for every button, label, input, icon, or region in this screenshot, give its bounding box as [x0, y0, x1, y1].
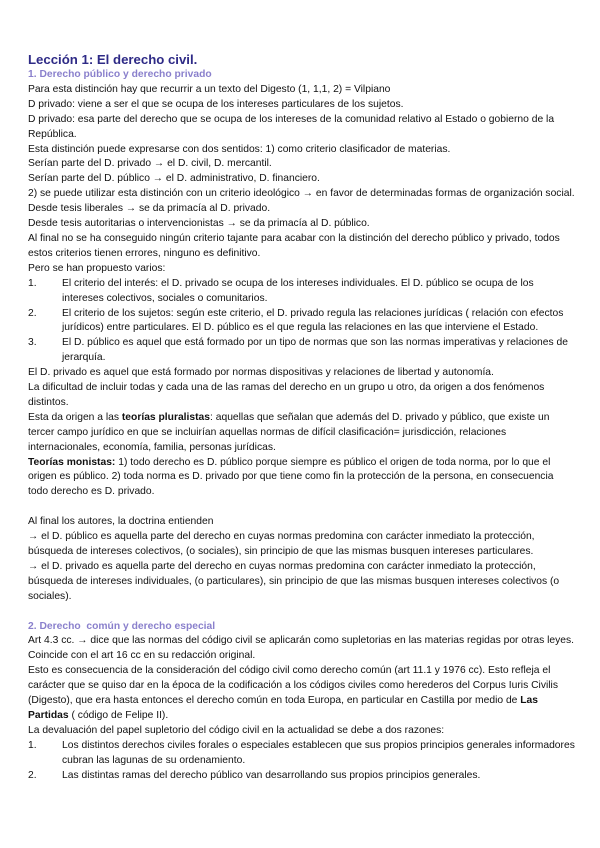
list-number: 3.	[28, 337, 37, 349]
list-number: 1.	[28, 739, 37, 751]
paragraph: La dificultad de incluir todas y cada una de las ramas del derecho en un grupo u otro, da origen a dos fenómenos distintos.	[28, 382, 545, 408]
paragraph: → el D. público es aquella parte del derecho en cuyas normas predomina con carácter inmediato la protección, búsqueda de intereses colectivos, (o sociales), sin principio de que las mismas busquen intereses particulares.	[28, 531, 535, 557]
list-item	[28, 336, 576, 366]
paragraph: El D. privado es aquel que está formado por normas dispositivas y relaciones de libertad y autonomía.	[28, 367, 494, 379]
list-text: El criterio de los sujetos: según este criterio, el D. privado regula las relaciones jurídicas ( relación con efectos jurídicos) entre particulares. El D. público es el que regula las relaciones en las que interviene el Estado.	[62, 307, 564, 334]
paragraph: Serían parte del D. público → el D. administrativo, D. financiero.	[28, 173, 320, 185]
paragraph-monistas	[28, 456, 576, 501]
paragraph: → el D. privado es aquella parte del derecho en cuyas normas predomina con carácter inmediato la protección, búsqueda de intereses individuales, (o particulares), sin principio de que las mismas busquen intereses colectivos (o sociales).	[28, 560, 560, 602]
list-text: El criterio del interés: el D. privado se ocupa de los intereses individuales. El D. público se ocupa de los intereses colectivos, sociales o comunitarios.	[62, 277, 534, 304]
paragraph: Esta distinción puede expresarse con dos sentidos: 1) como criterio clasificador de materias.	[28, 143, 451, 155]
paragraph: 2) se puede utilizar esta distinción con un criterio ideológico → en favor de determinadas formas de organización social. Desde tesis liberales → se da primacía al D. privado.	[28, 188, 575, 215]
document-page	[28, 52, 576, 783]
paragraph: D privado: esa parte del derecho que se ocupa de los intereses de la comunidad relativo al Estado o gobierno de la República.	[28, 113, 555, 140]
paragraph: La devaluación del papel supletorio del código civil en la actualidad se debe a dos razones:	[28, 724, 445, 736]
bold-term: Las Partidas	[28, 695, 539, 721]
list-item	[28, 769, 576, 784]
paragraph: Al final los autores, la doctrina entienden	[28, 516, 214, 528]
text-run: 1) todo derecho es D. público porque siempre es público el origen de toda norma, por lo que el origen es público. 2) toda norma es D. privado por que tiene como fin la protección de la persona, en consecuencia todo derecho es D. privado.	[28, 456, 554, 498]
text-run: : aquellas que señalan que además del D. privado y público, que existe un tercer campo jurídico en que se incluirían aquellas normas de difícil clasificación= jurisdicción, relaciones internacionales, economía, familia, personas jurídicas.	[28, 411, 550, 453]
paragraph-pluralistas	[28, 411, 576, 456]
paragraph-partidas	[28, 664, 576, 724]
paragraph: D privado: viene a ser el que se ocupa de los intereses particulares de los sujetos.	[28, 98, 404, 110]
list-item	[28, 307, 576, 337]
paragraph: Para esta distinción hay que recurrir a un texto del Digesto (1, 1,1, 2) = Vilpiano	[28, 83, 391, 95]
blank-line	[28, 500, 576, 515]
paragraph: Desde tesis autoritarias o intervencionistas → se da primacía al D. público.	[28, 218, 370, 230]
section-heading-2: 2. Derecho común y derecho especial	[28, 620, 216, 632]
list-text: Los distintos derechos civiles forales o especiales establecen que sus propios principios generales informadores cubran las lagunas de su ordenamiento.	[62, 739, 575, 766]
paragraph: Serían parte del D. privado → el D. civil, D. mercantil.	[28, 158, 272, 170]
list-item	[28, 739, 576, 769]
bold-term: Teorías monistas:	[28, 456, 116, 468]
blank-line	[28, 605, 576, 620]
bold-term: teorías pluralistas	[121, 411, 211, 423]
text-run: Esto es consecuencia de la consideración del código civil como derecho común (art 11.1 y 1976 cc). Esto refleja el carácter que se quiso dar en la época de la codificación a los códigos civiles como herederos del Corpus Iuris Civilis (Digesto), que era hasta entonces el derecho común en toda Europa, en particular en Castilla por medio de	[28, 665, 558, 707]
text-run: ( código de Felipe II).	[68, 709, 169, 721]
text-run: Esta da origen a las	[28, 411, 122, 423]
paragraph: Al final no se ha conseguido ningún criterio tajante para acabar con la distinción del derecho público y privado, todos estos criterios tienen errores, ninguno es definitivo.	[28, 232, 560, 259]
list-item	[28, 277, 576, 307]
paragraph: Pero se han propuesto varios:	[28, 262, 166, 274]
list-text: Las distintas ramas del derecho público van desarrollando sus propios principios generales.	[62, 769, 481, 781]
list-text: El D. público es aquel que está formado por un tipo de normas que son las normas imperativas y relaciones de jerarquía.	[62, 337, 568, 364]
list-number: 2.	[28, 769, 37, 781]
list-number: 2.	[28, 307, 37, 319]
page-title: Lección 1: El derecho civil.	[28, 52, 198, 67]
list-number: 1.	[28, 277, 37, 289]
section-heading-1: 1. Derecho público y derecho privado	[28, 69, 212, 80]
paragraph: Art 4.3 cc. → dice que las normas del código civil se aplicarán como supletorias en las materias regidas por otras leyes. Coincide con el art 16 cc en su redacción original.	[28, 635, 574, 662]
